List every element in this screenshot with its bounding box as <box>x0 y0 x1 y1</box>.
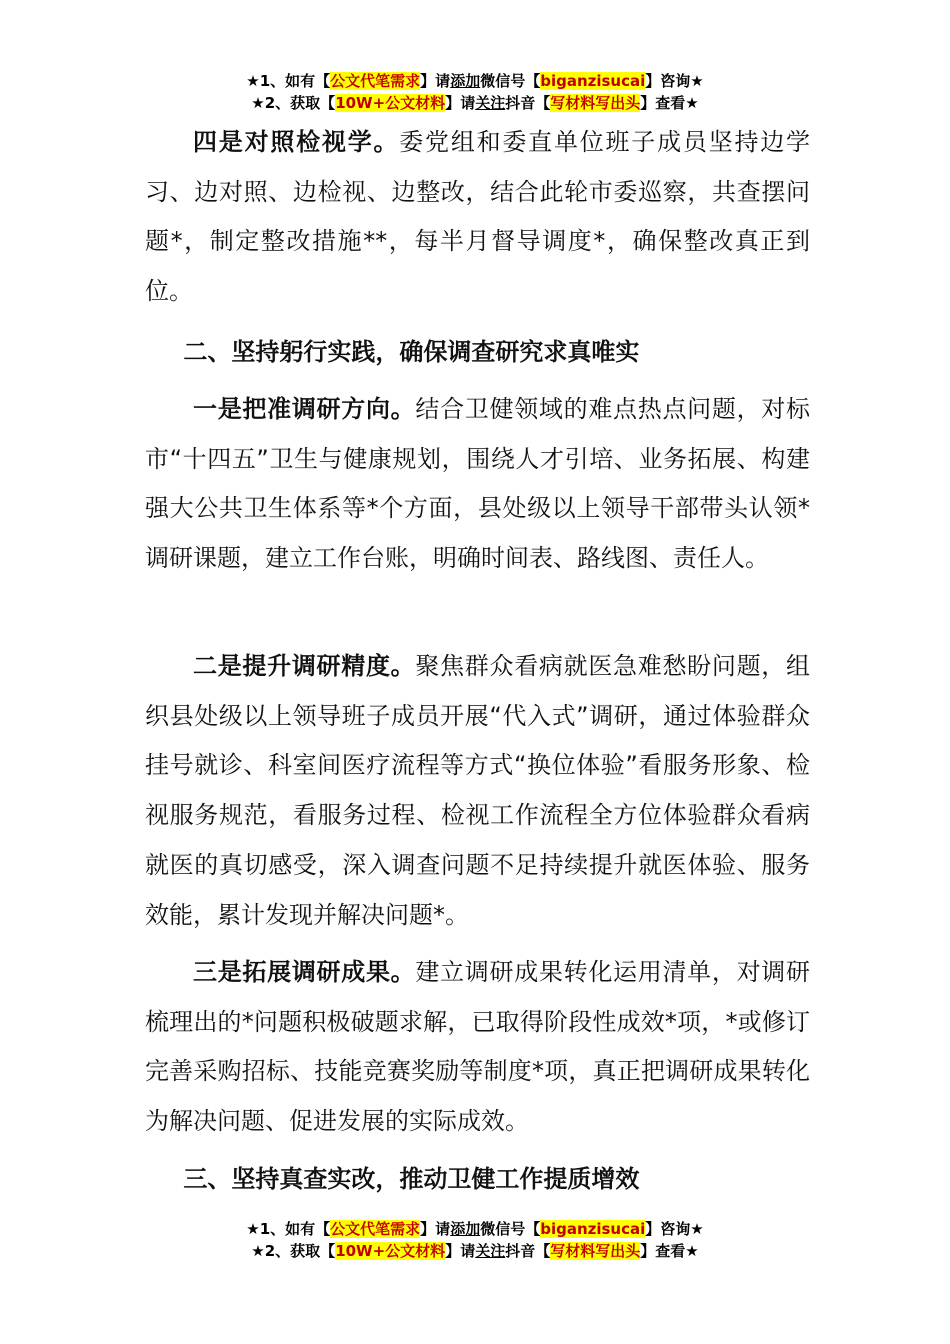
paragraph-lead: 四是对照检视学。 <box>193 128 400 156</box>
banner-text: 】请 <box>445 94 476 112</box>
banner-text: 】请 <box>420 1220 451 1238</box>
paragraph-lead: 三是拓展调研成果。 <box>193 958 416 986</box>
section-heading-2: 二、坚持躬行实践，确保调查研究求真唯实 <box>183 338 640 366</box>
banner-text: ★2、获取【 <box>251 1242 336 1260</box>
banner-highlight: 10W+公文材料 <box>335 94 446 112</box>
paragraph-research-results <box>145 948 810 1147</box>
banner-text: ★1、如有【 <box>246 72 331 90</box>
banner-underlined: 添加 <box>450 1220 481 1238</box>
banner-text: 微信号【 <box>480 1220 541 1238</box>
paragraph-research-direction <box>145 385 810 584</box>
banner-text: 微信号【 <box>480 72 541 90</box>
paragraph-research-precision <box>145 642 810 940</box>
paragraph-lead: 一是把准调研方向。 <box>193 395 416 423</box>
paragraph-review-study <box>145 118 810 317</box>
banner-wechat-id: biganzisucai <box>540 1220 646 1238</box>
paragraph-body: 建立调研成果转化运用清单，对调研梳理出的*问题积极破题求解，已取得阶段性成效*项，*或修订完善采购招标、技能竞赛奖励等制度*项，真正把调研成果转化为解决问题、促进发展的实际成效。 <box>145 958 810 1136</box>
banner-text: ★2、获取【 <box>251 94 336 112</box>
paragraph-lead: 二是提升调研精度。 <box>193 652 416 680</box>
banner-highlight: 10W+公文材料 <box>335 1242 446 1260</box>
banner-text: 抖音【 <box>505 94 551 112</box>
banner-text: ★1、如有【 <box>246 1220 331 1238</box>
banner-text: 】咨询★ <box>645 1220 704 1238</box>
paragraph-body: 结合卫健领域的难点热点问题，对标市“十四五”卫生与健康规划，围绕人才引培、业务拓展、构建强大公共卫生体系等*个方面，县处级以上领导干部带头认领*调研课题，建立工作台账，明确时间表、路线图、责任人。 <box>145 395 810 573</box>
paragraph-body: 聚焦群众看病就医急难愁盼问题，组织县处级以上领导班子成员开展“代入式”调研，通过体验群众挂号就诊、科室间医疗流程等方式“换位体验”看服务形象、检视服务规范，看服务过程、检视工作流程全方位体验群众看病就医的真切感受，深入调查问题不足持续提升就医体验、服务效能，累计发现并解决问题*。 <box>145 652 810 929</box>
banner-text: 抖音【 <box>505 1242 551 1260</box>
banner-text: 】查看★ <box>640 94 699 112</box>
paragraph-body: 委党组和委直单位班子成员坚持边学习、边对照、边检视、边整改，结合此轮市委巡察，共查摆问题*，制定整改措施**，每半月督导调度*，确保整改真正到位。 <box>145 128 811 306</box>
banner-text: 】咨询★ <box>645 72 704 90</box>
banner-text: 】查看★ <box>640 1242 699 1260</box>
banner-highlight: 公文代笔需求 <box>330 1220 421 1238</box>
banner-line-1 <box>0 1218 950 1240</box>
banner-text: 】请 <box>420 72 451 90</box>
banner-line-2 <box>0 92 950 114</box>
banner-highlight: 公文代笔需求 <box>330 72 421 90</box>
section-heading-3: 三、坚持真查实改，推动卫健工作提质增效 <box>183 1165 640 1193</box>
banner-douyin-id: 写材料写出头 <box>550 1242 641 1260</box>
banner-underlined: 添加 <box>450 72 481 90</box>
banner-line-1 <box>0 70 950 92</box>
banner-line-2 <box>0 1240 950 1262</box>
bottom-banner <box>0 1218 950 1262</box>
banner-wechat-id: biganzisucai <box>540 72 646 90</box>
banner-douyin-id: 写材料写出头 <box>550 94 641 112</box>
banner-text: 】请 <box>445 1242 476 1260</box>
banner-underlined: 关注 <box>475 1242 506 1260</box>
banner-underlined: 关注 <box>475 94 506 112</box>
top-banner <box>0 70 950 114</box>
